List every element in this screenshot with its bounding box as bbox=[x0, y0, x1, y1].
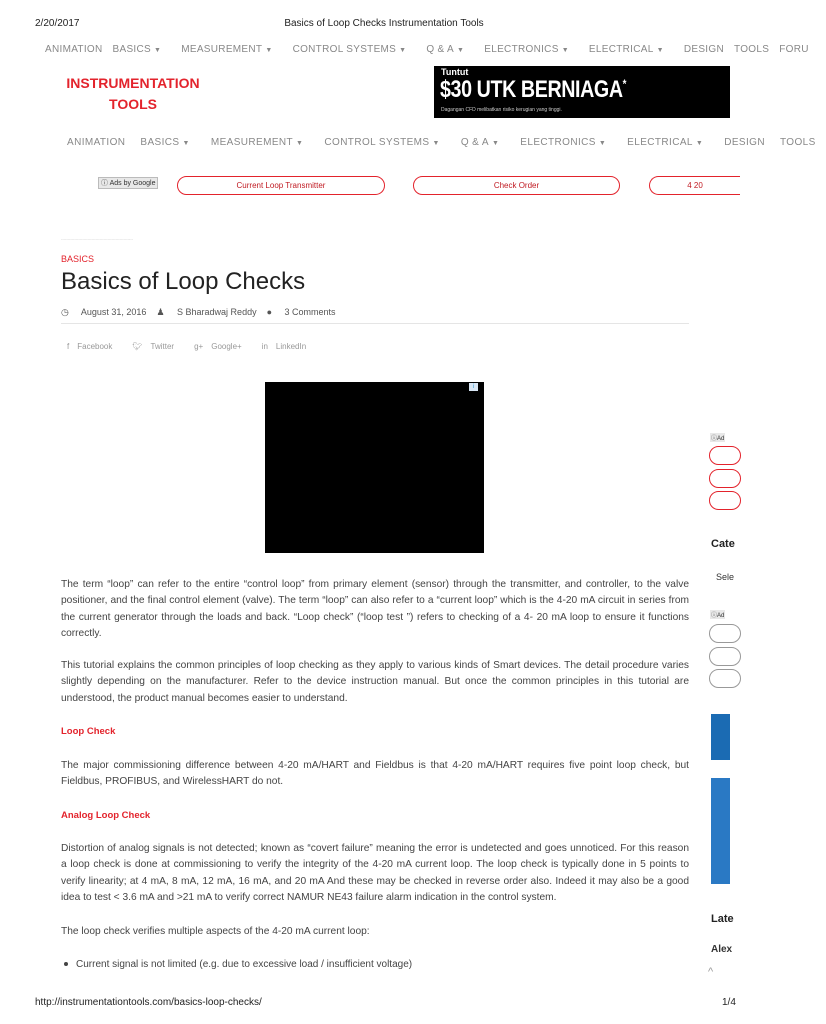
top-nav-qa-label: Q & A bbox=[426, 44, 455, 55]
chevron-down-icon: ▼ bbox=[154, 47, 162, 54]
main-nav-control-systems[interactable] bbox=[324, 137, 449, 148]
sidebar-ad-pill[interactable] bbox=[709, 669, 741, 688]
article-paragraph: Distortion of analog signals is not detected; known as “covert failure” meaning the error is undetected and goes unnoticed. For this reason a loop check is done at commissioning to verify the integrity of the 4-20 mA current loop. The loop check is typically done in 5 points to verify linearity; at 4 mA, 8 mA, 12 mA, 16 mA, and 20 mA And these may be checked in reverse order also. Indeed it may also be a good idea to test < 3.6 mA and >21 mA to verify correct NAMUR NE43 failure alarm indication in the control system. bbox=[61, 843, 689, 903]
top-nav-electronics[interactable] bbox=[484, 44, 579, 58]
sidebar-latest-item[interactable]: Alex bbox=[711, 944, 733, 955]
sidebar-ad-pill[interactable] bbox=[709, 647, 741, 666]
sidebar-categories-heading: Cate bbox=[711, 538, 735, 550]
ad-banner-disclaimer: Dagangan CFD melibatkan risiko kerugian yang tinggi. bbox=[441, 107, 562, 113]
info-icon: ⓘ bbox=[711, 613, 718, 619]
ad-pill-current-loop[interactable]: Current Loop Transmitter bbox=[177, 176, 385, 195]
ad-banner-asterisk: * bbox=[622, 77, 627, 91]
article-date-text: August 31, 2016 bbox=[80, 307, 147, 317]
share-twitter-label: Twitter bbox=[150, 342, 175, 351]
chevron-down-icon: ▼ bbox=[457, 47, 465, 54]
article-comments[interactable] bbox=[267, 307, 336, 318]
top-nav-basics[interactable] bbox=[113, 44, 172, 58]
ads-by-google-label[interactable] bbox=[98, 177, 158, 189]
share-facebook-label: Facebook bbox=[77, 342, 113, 351]
top-nav-tools[interactable]: TOOLS bbox=[733, 44, 770, 55]
print-page-number: 1/4 bbox=[722, 997, 736, 1008]
logo-line2: TOOLS bbox=[109, 96, 157, 112]
google-plus-icon: g+ bbox=[194, 342, 204, 351]
chevron-down-icon: ▼ bbox=[399, 47, 407, 54]
info-icon: ⓘ bbox=[711, 436, 718, 442]
main-nav-electronics-label: ELECTRONICS bbox=[520, 137, 596, 148]
section-heading-loop-check: Loop Check bbox=[61, 726, 116, 737]
info-icon: ⓘ bbox=[101, 180, 108, 187]
top-nav-control-label: CONTROL SYSTEMS bbox=[292, 44, 397, 55]
divider bbox=[61, 323, 689, 324]
share-facebook[interactable] bbox=[67, 342, 112, 351]
share-bar bbox=[67, 342, 326, 351]
ad-pill-check-order[interactable]: Check Order bbox=[413, 176, 620, 195]
main-nav-measurement[interactable] bbox=[211, 137, 314, 148]
ad-banner-headline-text: $30 UTK BERNIAGA bbox=[440, 76, 623, 103]
article-meta bbox=[61, 307, 346, 318]
top-nav-animation[interactable]: ANIMATION bbox=[45, 44, 103, 55]
sidebar-ad-label: Ad bbox=[717, 436, 725, 442]
article-category[interactable]: BASICS bbox=[61, 254, 95, 264]
sidebar-ad-badge[interactable] bbox=[710, 610, 725, 619]
chevron-down-icon: ▼ bbox=[598, 140, 607, 147]
share-linkedin-label: LinkedIn bbox=[275, 342, 307, 351]
sidebar-latest-heading: Late bbox=[711, 913, 734, 925]
main-nav bbox=[67, 137, 826, 148]
logo-line1: INSTRUMENTATION bbox=[66, 75, 200, 91]
ad-pill-4-20[interactable]: 4 20 bbox=[649, 176, 740, 195]
article-paragraph: The major commissioning difference between 4-20 mA/HART and Fieldbus is that 4-20 mA/HART requires five point loop check, but Fieldbus, PROFIBUS, and WirelessHART do not. bbox=[61, 760, 689, 788]
article-author[interactable] bbox=[156, 307, 256, 318]
share-twitter[interactable] bbox=[132, 342, 174, 351]
chevron-up-icon[interactable]: ^ bbox=[708, 966, 714, 978]
main-nav-basics[interactable] bbox=[140, 137, 199, 148]
share-google-label: Google+ bbox=[211, 342, 242, 351]
embedded-ad-video[interactable] bbox=[265, 382, 484, 553]
main-nav-measurement-label: MEASUREMENT bbox=[210, 137, 294, 148]
sidebar-ad-image[interactable] bbox=[711, 714, 730, 760]
sidebar-ad-pill[interactable] bbox=[709, 446, 741, 465]
list-item: Current signal is not limited (e.g. due to excessive load / insufficient voltage) bbox=[76, 959, 413, 970]
top-nav-basics-label: BASICS bbox=[112, 44, 151, 55]
clock-icon: ◷ bbox=[61, 307, 69, 317]
share-google-plus[interactable] bbox=[194, 342, 242, 351]
comments-icon: ● bbox=[266, 307, 273, 317]
facebook-icon: f bbox=[67, 342, 70, 351]
main-nav-animation[interactable]: ANIMATION bbox=[67, 137, 126, 148]
top-nav-electrical-label: ELECTRICAL bbox=[588, 44, 654, 55]
print-title: Basics of Loop Checks Instrumentation Tools bbox=[284, 18, 484, 29]
chevron-down-icon: ▼ bbox=[265, 47, 273, 54]
article-paragraph: This tutorial explains the common principles of loop checking as they apply to various kinds of Smart devices. The detail procedure varies slightly depending on the manufacturer. Refer to the device instruction manual. But once the common principles in this tutorial are understood, the product manual becomes easier to understand. bbox=[61, 660, 689, 704]
share-linkedin[interactable] bbox=[262, 342, 306, 351]
sidebar-ad-image[interactable] bbox=[711, 778, 730, 884]
top-nav-control-systems[interactable] bbox=[293, 44, 417, 58]
ad-banner-small-text: Tuntut bbox=[441, 67, 469, 77]
top-nav-electronics-label: ELECTRONICS bbox=[484, 44, 559, 55]
sidebar-ad-pill[interactable] bbox=[709, 491, 741, 510]
sidebar-category-select[interactable]: Sele bbox=[716, 572, 735, 582]
top-nav-forum[interactable]: FORU bbox=[779, 44, 809, 55]
ad-info-icon[interactable]: i bbox=[469, 383, 478, 391]
print-date: 2/20/2017 bbox=[35, 18, 80, 29]
article-date bbox=[61, 307, 146, 318]
header-ad-banner[interactable] bbox=[434, 66, 730, 118]
faint-line: ------------------------------------------------------ bbox=[61, 236, 133, 241]
top-nav-qa[interactable] bbox=[426, 44, 474, 58]
main-nav-design[interactable]: DESIGN bbox=[724, 137, 765, 148]
sidebar-ad-pill[interactable] bbox=[709, 469, 741, 488]
chevron-down-icon: ▼ bbox=[695, 140, 704, 147]
chevron-down-icon: ▼ bbox=[656, 47, 664, 54]
user-icon: ♟ bbox=[156, 307, 165, 317]
sidebar-ad-pill[interactable] bbox=[709, 624, 741, 643]
top-nav-measurement[interactable] bbox=[181, 44, 282, 58]
twitter-icon: 🐦︎ bbox=[132, 342, 143, 351]
article-paragraph: The term “loop” can refer to the entire “control loop” from primary element (sensor) through the transmitter, and controller, to the valve positioner, and the final control element (valve). The term “loop” can also refer to a “current loop” which is the 4-20 mA circuit in series from the current generator through the loads and back. “Loop check” (“loop test ”) refers to checking of a 4- 20 mA loop to ensure it functions correctly. bbox=[61, 579, 689, 639]
ad-banner-headline bbox=[440, 76, 626, 104]
linkedin-icon: in bbox=[261, 342, 268, 351]
top-nav-electrical[interactable] bbox=[589, 44, 674, 58]
ads-by-google-text: Ads by Google bbox=[109, 180, 156, 187]
print-url: http://instrumentationtools.com/basics-loop-checks/ bbox=[35, 997, 262, 1008]
main-nav-electronics[interactable] bbox=[520, 137, 616, 148]
chevron-down-icon: ▼ bbox=[561, 47, 569, 54]
main-nav-tools[interactable]: TOOLS bbox=[779, 137, 816, 148]
main-nav-qa-label: Q & A bbox=[460, 137, 489, 148]
sidebar-ad-badge[interactable] bbox=[710, 433, 725, 442]
section-heading-analog-loop-check: Analog Loop Check bbox=[61, 810, 151, 821]
site-logo[interactable] bbox=[63, 73, 203, 115]
article-paragraph: The loop check verifies multiple aspects of the 4-20 mA current loop: bbox=[61, 926, 370, 937]
chevron-down-icon: ▼ bbox=[182, 140, 190, 147]
chevron-down-icon: ▼ bbox=[296, 140, 304, 147]
main-nav-basics-label: BASICS bbox=[140, 137, 180, 148]
sidebar-ad-label: Ad bbox=[717, 613, 725, 619]
bullet-icon bbox=[64, 962, 68, 966]
article-title: Basics of Loop Checks bbox=[61, 268, 306, 295]
top-nav bbox=[45, 44, 819, 58]
main-nav-electrical[interactable] bbox=[627, 137, 713, 148]
article-comments-text: 3 Comments bbox=[284, 307, 336, 317]
chevron-down-icon: ▼ bbox=[432, 140, 440, 147]
main-nav-electrical-label: ELECTRICAL bbox=[627, 137, 693, 148]
main-nav-control-label: CONTROL SYSTEMS bbox=[324, 137, 430, 148]
chevron-down-icon: ▼ bbox=[491, 140, 500, 147]
top-nav-measurement-label: MEASUREMENT bbox=[181, 44, 263, 55]
article-author-text: S Bharadwaj Reddy bbox=[177, 307, 257, 317]
main-nav-qa[interactable] bbox=[461, 137, 509, 148]
top-nav-design[interactable]: DESIGN bbox=[683, 44, 724, 55]
